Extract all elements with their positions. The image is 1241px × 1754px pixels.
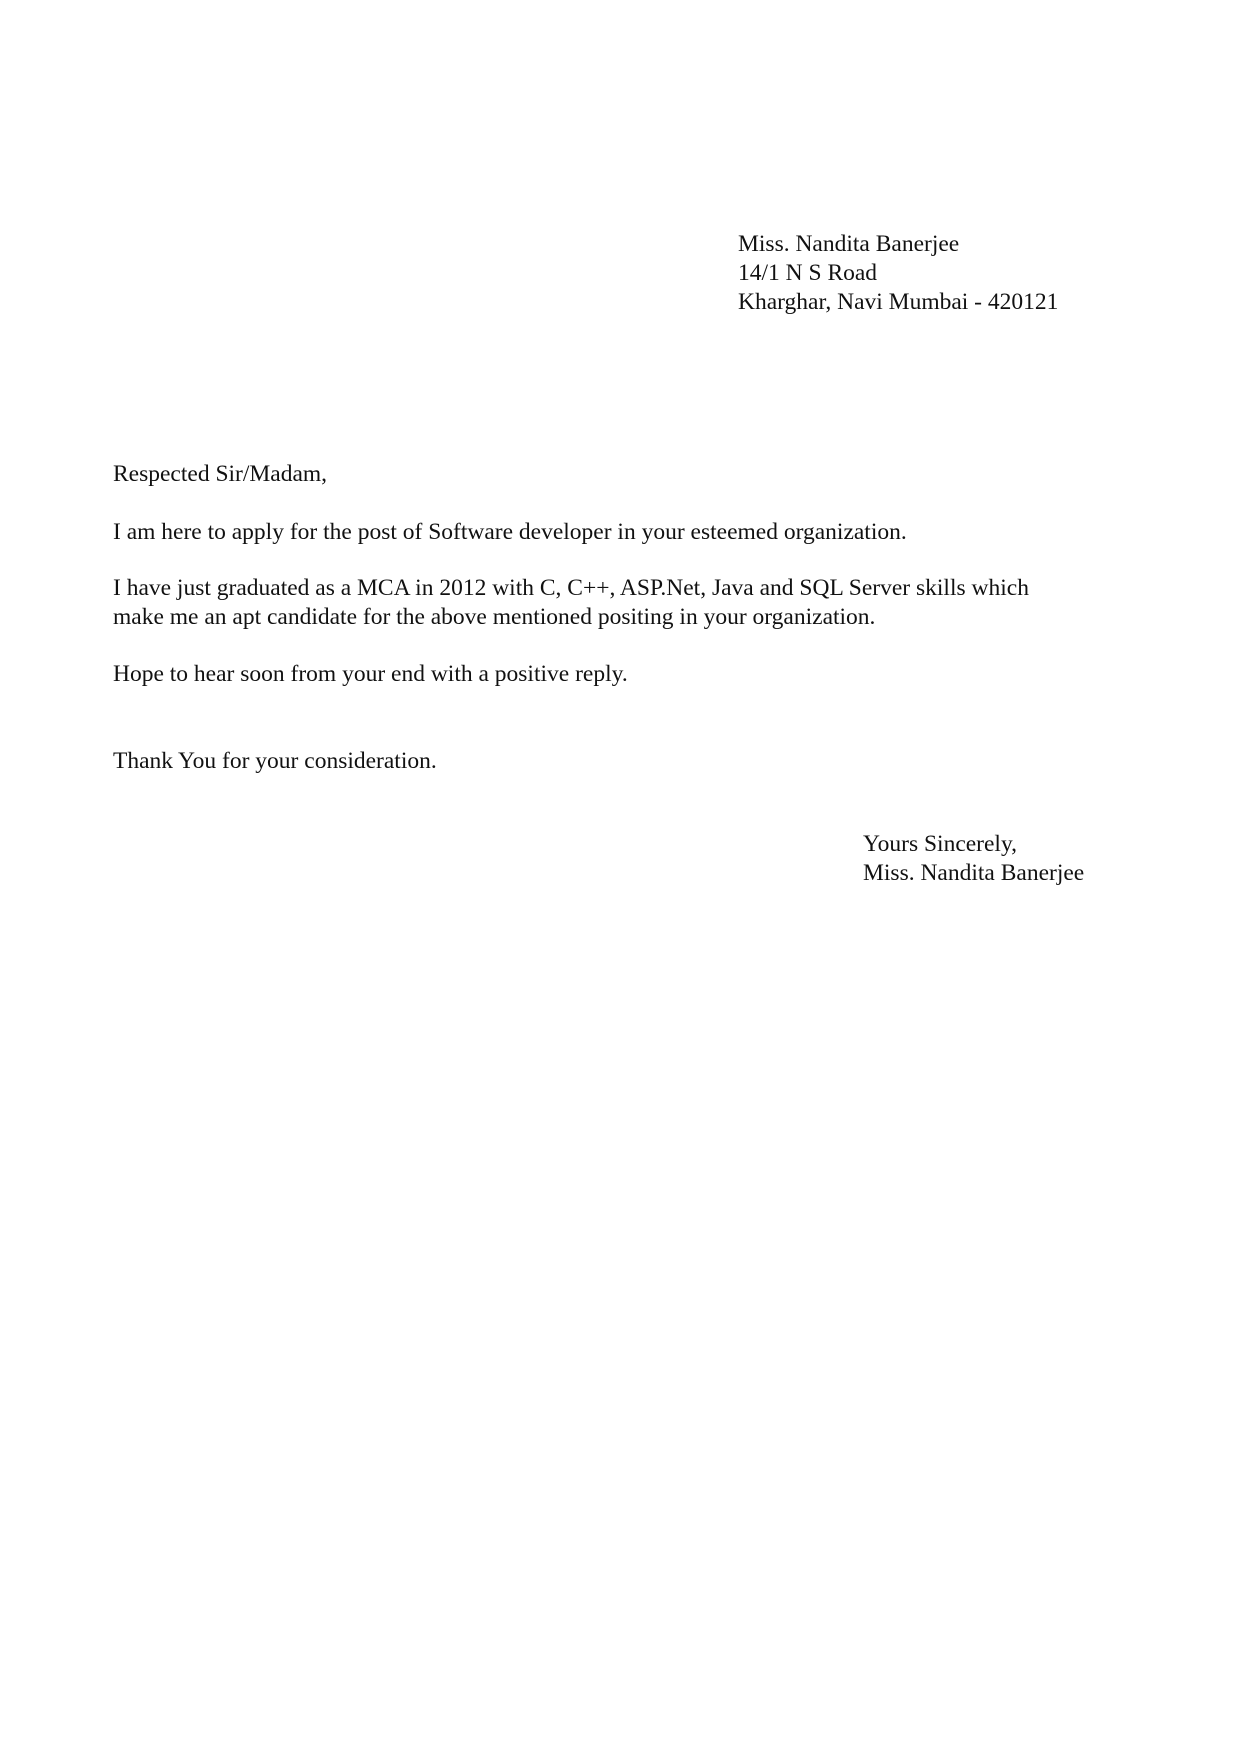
valediction: Yours Sincerely, — [863, 831, 1018, 857]
sender-address-line1: 14/1 N S Road — [738, 260, 878, 286]
paragraph-qualifications-line2: make me an apt candidate for the above mentioned positing in your organization. — [113, 604, 876, 630]
sender-address-line2: Kharghar, Navi Mumbai - 420121 — [738, 289, 1059, 315]
paragraph-application: I am here to apply for the post of Software developer in your esteemed organization. — [113, 519, 907, 545]
signature-name: Miss. Nandita Banerjee — [863, 860, 1085, 886]
sender-name: Miss. Nandita Banerjee — [738, 231, 960, 257]
thanks-line: Thank You for your consideration. — [113, 748, 437, 774]
salutation: Respected Sir/Madam, — [113, 461, 328, 487]
paragraph-hope: Hope to hear soon from your end with a positive reply. — [113, 661, 628, 687]
paragraph-qualifications-line1: I have just graduated as a MCA in 2012 with C, C++, ASP.Net, Java and SQL Server skills which — [113, 575, 1029, 601]
